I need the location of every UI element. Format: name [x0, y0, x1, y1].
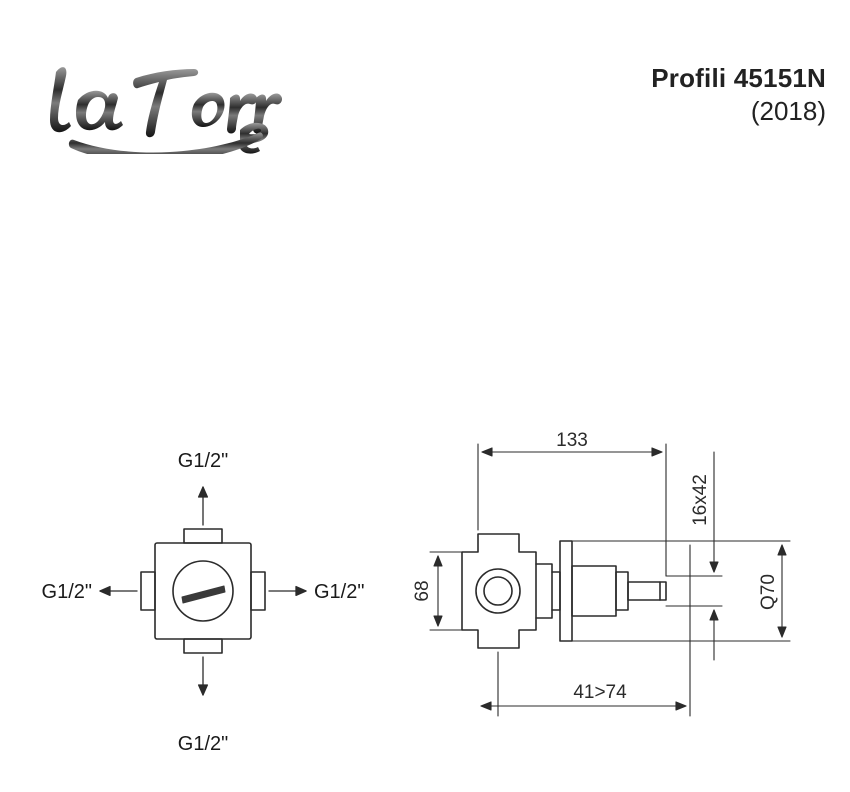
dimension-lines: [430, 444, 790, 716]
dimension-wall-depth-range: 41>74: [573, 682, 627, 703]
brand-logo: [44, 44, 284, 154]
side-view-body: [462, 534, 666, 648]
port-label-left: G1/2": [41, 581, 92, 603]
title-block: [406, 62, 826, 129]
dimension-length: 133: [556, 430, 588, 451]
dimension-escutcheon: Q70: [758, 574, 779, 610]
drawing-subtitle: (2018): [750, 96, 826, 127]
front-view-body: [141, 529, 265, 653]
dimension-body-height: 68: [412, 580, 433, 602]
dimension-stem-section: 16x42: [690, 474, 711, 526]
front-view-port-labels: [42, 450, 365, 755]
port-label-bottom: G1/2": [177, 733, 229, 755]
front-view-port-arrows: [100, 487, 306, 695]
drawing-title: Profili 45151N: [651, 63, 826, 93]
port-label-top: G1/2": [177, 450, 229, 472]
side-view-dimension-labels: [412, 430, 779, 703]
port-label-right: G1/2": [314, 581, 365, 603]
